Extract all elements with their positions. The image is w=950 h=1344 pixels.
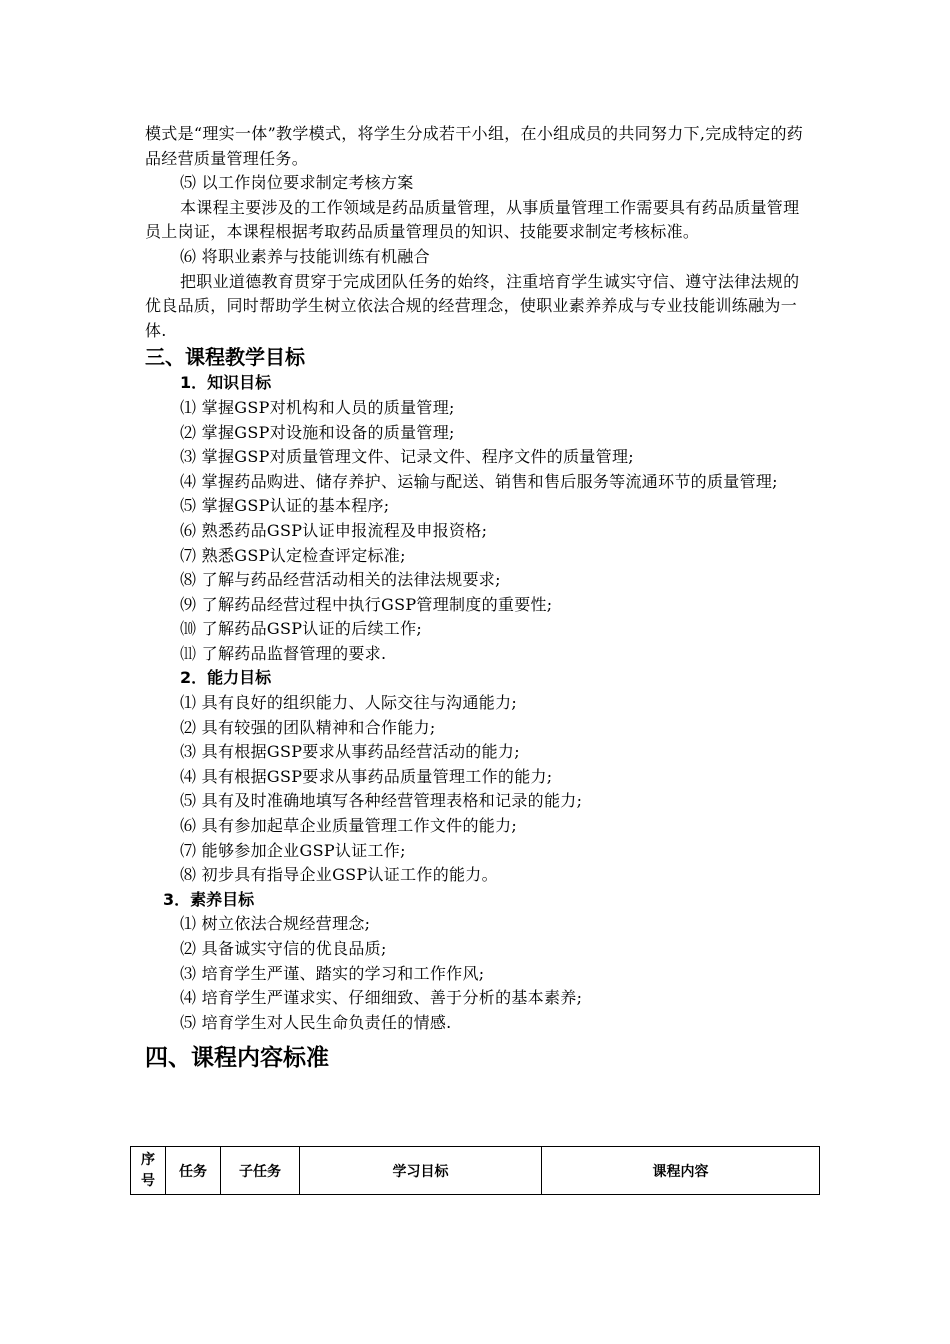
list-item: ⑸ 培育学生对人民生命负责任的情感. bbox=[180, 1012, 452, 1032]
list-item: ⑸ 掌握GSP认证的基本程序; bbox=[180, 496, 390, 516]
header-learning-goals: 学习目标 bbox=[300, 1147, 542, 1195]
list-item: ⑶ 具有根据GSP要求从事药品经营活动的能力; bbox=[180, 742, 520, 762]
list-item: ⑹ 具有参加起草企业质量管理工作文件的能力; bbox=[180, 816, 518, 836]
paragraph-professional-quality: 把职业道德教育贯穿于完成团队任务的始终，注重培育学生诚实守信、遵守法律法规的优良品质，同时帮助学生树立依法合规的经营理念，使职业素养养成与专业技能训练融为一体. bbox=[145, 271, 800, 340]
heading-professional-quality: ⑹ 将职业素养与技能训练有机融合 bbox=[180, 246, 430, 266]
ability-goals-list bbox=[145, 691, 810, 888]
list-item: ⑺ 熟悉GSP认定检查评定标准; bbox=[180, 545, 406, 565]
list-item: ⑼ 了解药品经营过程中执行GSP管理制度的重要性; bbox=[180, 594, 553, 614]
list-item: ⑵ 掌握GSP对设施和设备的质量管理; bbox=[180, 422, 455, 442]
section-title-course-content: 四、课程内容标准 bbox=[145, 1045, 329, 1072]
knowledge-goals-title: 1．知识目标 bbox=[180, 373, 272, 393]
list-item: ⑵ 具备诚实守信的优良品质; bbox=[180, 939, 387, 958]
list-item: ⑸ 具有及时准确地填写各种经营管理表格和记录的能力; bbox=[180, 791, 583, 811]
section-title-teaching-goals: 三、课程教学目标 bbox=[145, 345, 305, 370]
paragraph-teaching-mode: 模式是“理实一体”教学模式，将学生分成若干小组，在小组成员的共同努力下,完成特定的药品经营质量管理任务。 bbox=[145, 124, 804, 168]
quality-goals-title: 3．素养目标 bbox=[163, 889, 255, 909]
list-item: ⑾ 了解药品监督管理的要求. bbox=[180, 643, 387, 663]
list-item: ⑷ 掌握药品购进、储存养护、运输与配送、销售和售后服务等流通环节的质量管理; bbox=[180, 471, 778, 491]
header-serial-number: 序号 bbox=[131, 1147, 166, 1195]
course-content-table bbox=[130, 1146, 820, 1195]
knowledge-goals-list bbox=[145, 396, 810, 667]
list-item: ⑷ 具有根据GSP要求从事药品质量管理工作的能力; bbox=[180, 766, 553, 786]
table-header-row bbox=[131, 1147, 820, 1195]
list-item: ⑻ 了解与药品经营活动相关的法律法规要求; bbox=[180, 570, 501, 590]
list-item: ⑽ 了解药品GSP认证的后续工作; bbox=[180, 619, 423, 639]
list-item: ⑵ 具有较强的团队精神和合作能力; bbox=[180, 717, 436, 737]
list-item: ⑶ 培育学生严谨、踏实的学习和工作作风; bbox=[180, 963, 485, 983]
list-item: ⑴ 树立依法合规经营理念; bbox=[180, 914, 371, 934]
ability-goals-title: 2．能力目标 bbox=[180, 668, 272, 688]
list-item: ⑻ 初步具有指导企业GSP认证工作的能力。 bbox=[180, 865, 498, 885]
list-item: ⑶ 掌握GSP对质量管理文件、记录文件、程序文件的质量管理; bbox=[180, 447, 634, 467]
list-item: ⑷ 培育学生严谨求实、仔细细致、善于分析的基本素养; bbox=[180, 988, 583, 1008]
list-item: ⑴ 具有良好的组织能力、人际交往与沟通能力; bbox=[180, 693, 518, 713]
header-subtask: 子任务 bbox=[221, 1147, 300, 1195]
quality-goals-list bbox=[145, 912, 810, 1035]
list-item: ⑴ 掌握GSP对机构和人员的质量管理; bbox=[180, 397, 455, 417]
document-body bbox=[145, 122, 810, 1073]
header-course-content: 课程内容 bbox=[542, 1147, 820, 1195]
paragraph-assessment: 本课程主要涉及的工作领域是药品质量管理，从事质量管理工作需要具有药品质量管理员上岗证，本课程根据考取药品质量管理员的知识、技能要求制定考核标准。 bbox=[145, 197, 800, 242]
heading-assessment: ⑸ 以工作岗位要求制定考核方案 bbox=[180, 173, 414, 193]
header-task: 任务 bbox=[166, 1147, 221, 1195]
list-item: ⑹ 熟悉药品GSP认证申报流程及申报资格; bbox=[180, 520, 488, 540]
list-item: ⑺ 能够参加企业GSP认证工作; bbox=[180, 840, 406, 860]
